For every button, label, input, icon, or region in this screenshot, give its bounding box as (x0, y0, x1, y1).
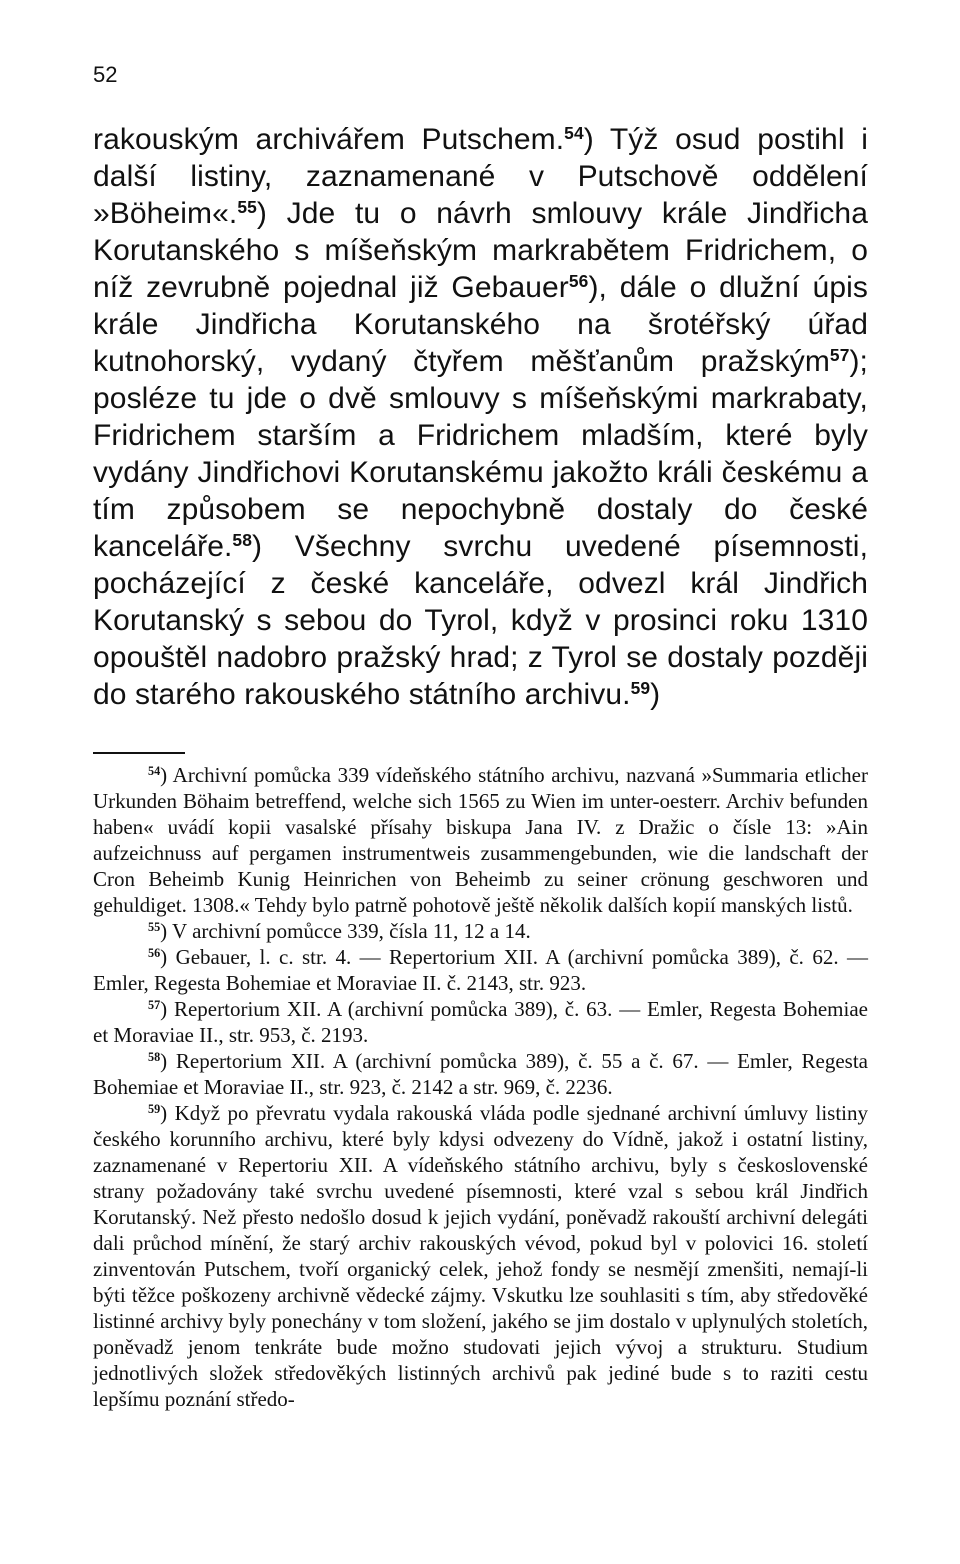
footnote-mark: 55 (148, 920, 161, 935)
footnote-54 (93, 762, 868, 918)
footnote-ref-55: 55 (237, 197, 257, 218)
footnote-mark: 59 (148, 1102, 161, 1117)
body-text-5: ); posléze tu jde o dvě smlouvy s míšeňskými markrabaty, Fridrichem starším a Fridrichem mladším, které byly vydány Jindřichovi Korutanskému jakožto králi českému a tím způsobem se nepochybně dostaly do české kanceláře. (93, 345, 868, 563)
footnote-59 (93, 1100, 868, 1412)
body-text-2: ) Týž osud postihl i další listiny, zaznamenané v Putschově oddělení »Böheim«. (93, 123, 868, 230)
footnote-text: ) Když po převratu vydala rakouská vláda podle sjednané archivní úmluvy listiny českého korunního archivu, které byly kdysi odvezeny do Vídně, jakož i ostatní listiny, zaznamenané v Repertoriu XII. A vídeňského státního archivu, byly s československé strany požadovány také svrchu uvedené písemnosti, které vzal s sebou král Jindřich Korutanský. Než přesto nedošlo dosud k jejich vydání, poněvadž rakouští archivní delegáti dali průchod mínění, že starý archiv rakouských vévod, pokud byl v polovici 16. století zinventován Putschem, tvoří organický celek, jehož fondy se nesmějí zmenšiti, nemají-li býti těžce poškozeny archivně vědecké zájmy. Vskutku lze souhlasiti s tím, aby středověké listinné archivy byly ponechány v tom složení, jakého se jim dostalo v uplynulých stoletích, poněvadž jenom tenkráte bude možno studovati jejich vývoj a strukturu. Studium jednotlivých složek středověkých listinných archivů pak jediné bude s to raziti cestu lepšímu poznání středo- (93, 1101, 868, 1411)
document-page (93, 62, 868, 1412)
footnote-text: ) Archivní pomůcka 339 vídeňského státního archivu, nazvaná »Summaria etlicher Urkunden Böhaim betreffend, welche sich 1565 zu Wien im unter-oesterr. Archiv befunden haben« uvádí kopii vasalské přísahy biskupa Jana IV. z Dražic o čísle 13: »Ain aufzeichnuss auf pergamen instrumentweis zusammengebunden, wie die landschaft der Cron Beheimb Kunig Heinrichen von Beheimb zu seiner crönung geschworen und gehuldiget. 1308.« Tehdy bylo patrně pohotově ještě několik dalších kopií manských listů. (93, 763, 868, 917)
footnote-mark: 57 (148, 998, 161, 1013)
footnote-ref-57: 57 (829, 345, 850, 366)
body-text-1: rakouským archivářem Putschem. (93, 123, 565, 156)
footnote-ref-58: 58 (232, 530, 252, 551)
footnote-text: ) Repertorium XII. A (archivní pomůcka 389), č. 55 a č. 67. — Emler, Regesta Bohemiae et Moraviae II., str. 923, č. 2142 a str. 969, č. 2236. (93, 1049, 868, 1099)
body-text-4: ), dále o dlužní úpis krále Jindřicha Korutanského na šrotéřský úřad kutnohorský, vydaný čtyřem měšťanům pražským (93, 271, 868, 378)
body-text-3: ) Jde tu o návrh smlouvy krále Jindřicha Korutanského s míšeňským markrabětem Fridrichem, o níž zevrubně pojednal již Gebauer (93, 197, 868, 304)
body-text-6: ) Všechny svrchu uvedené písemnosti, pocházející z české kanceláře, odvezl král Jindřich Korutanský s sebou do Tyrol, když v prosinci roku 1310 opouštěl nadobro pražský hrad; z Tyrol se dostaly později do starého rakouského státního archivu. (93, 530, 868, 711)
footnote-ref-59: 59 (630, 678, 651, 699)
footnote-ref-56: 56 (568, 271, 589, 292)
footnote-58 (93, 1048, 868, 1100)
footnote-mark: 56 (148, 946, 161, 961)
footnote-ref-54: 54 (564, 123, 584, 144)
footnote-mark: 58 (148, 1050, 161, 1065)
main-paragraph (93, 121, 868, 713)
footnote-57 (93, 996, 868, 1048)
footnote-mark: 54 (148, 764, 161, 779)
footnote-text: ) Gebauer, l. c. str. 4. — Repertorium XII. A (archivní pomůcka 389), č. 62. — Emler, Regesta Bohemiae et Moraviae II. č. 2143, str. 923. (93, 945, 868, 995)
footnotes (93, 762, 868, 1412)
footnote-56 (93, 944, 868, 996)
footnote-divider (93, 752, 185, 754)
page-number: 52 (93, 62, 118, 87)
body-text-7: ) (650, 678, 661, 711)
footnote-text: ) Repertorium XII. A (archivní pomůcka 389), č. 63. — Emler, Regesta Bohemiae et Moraviae II., str. 953, č. 2193. (93, 997, 868, 1047)
footnote-text: ) V archivní pomůcce 339, čísla 11, 12 a 14. (160, 919, 531, 943)
footnote-55 (93, 918, 868, 944)
